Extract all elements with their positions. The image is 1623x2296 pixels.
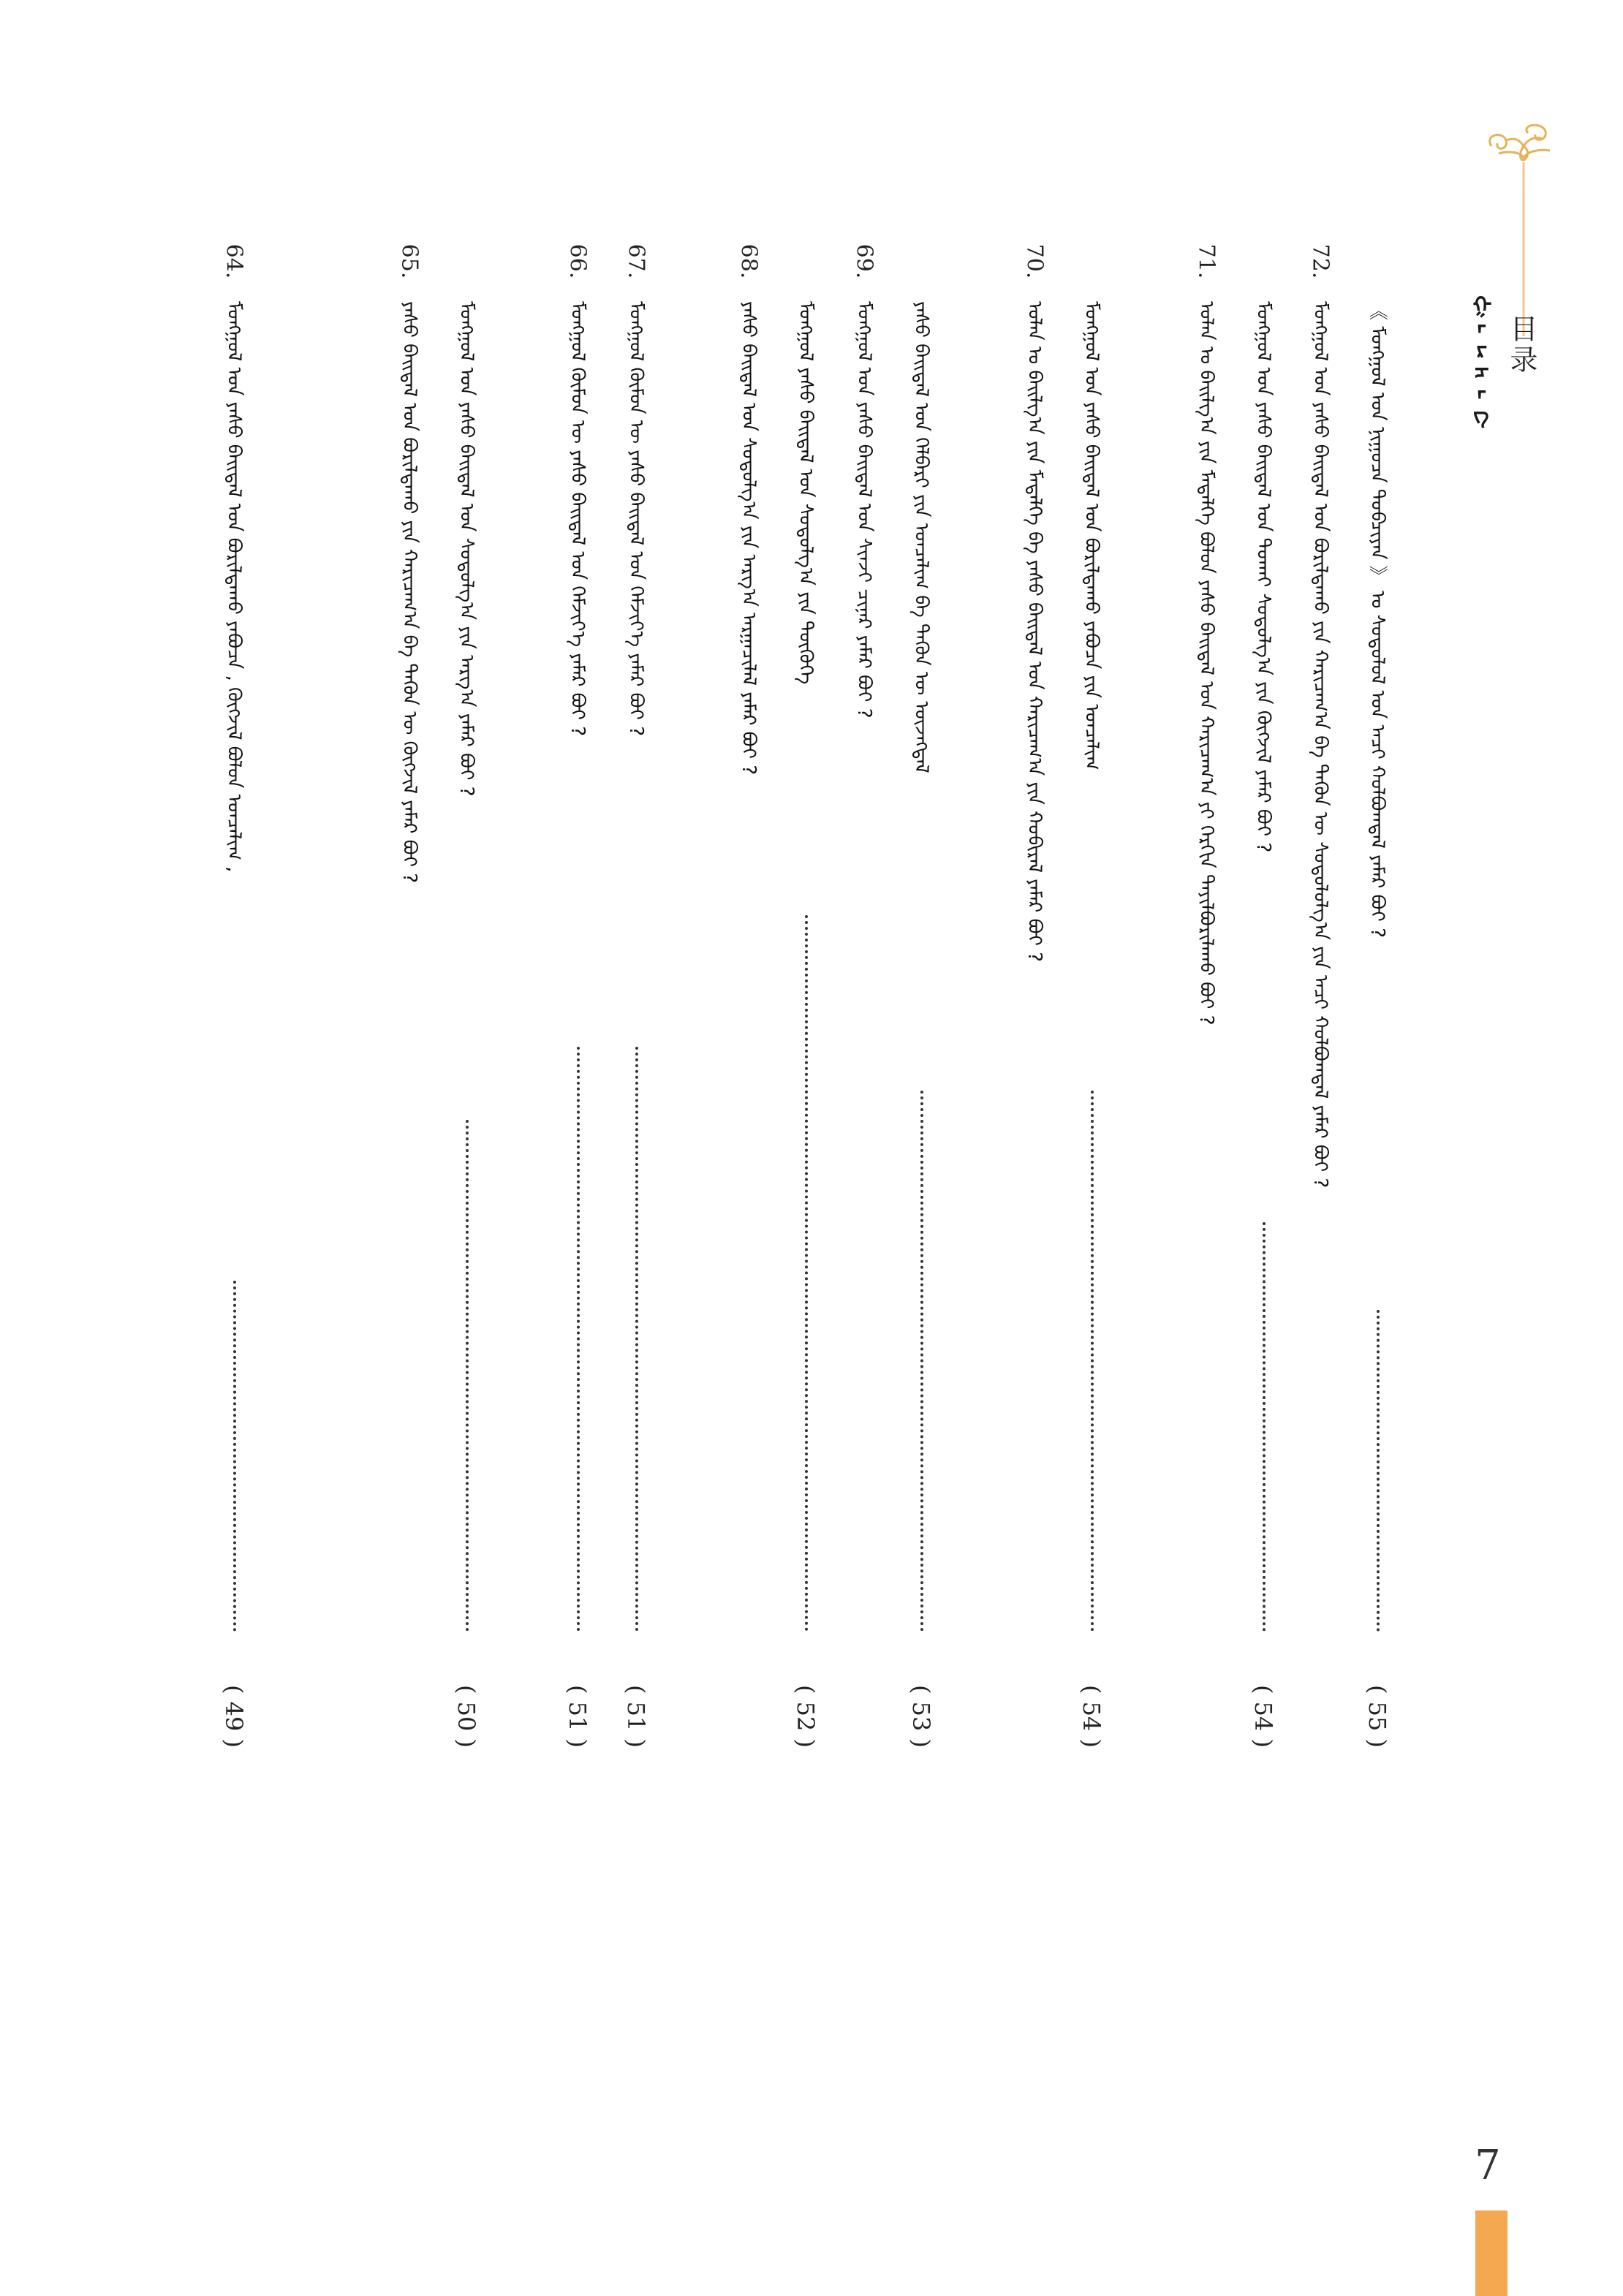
- toc-page-reference[interactable]: ( 55 ): [1363, 1684, 1391, 1748]
- toc-entry-number: 72.: [1307, 243, 1333, 279]
- toc-page-reference[interactable]: ( 51 ): [564, 1684, 591, 1748]
- toc-entry-number: 71.: [1193, 243, 1219, 279]
- toc-page-reference[interactable]: ( 51 ): [622, 1684, 650, 1748]
- toc-entry-column: [395, 235, 424, 2034]
- toc-entry-column: [1306, 235, 1335, 2034]
- toc-page-reference[interactable]: ( 50 ): [453, 1684, 480, 1748]
- toc-entry-title: ᠣᠯᠠᠨ ᠤ ᠪᠠᠢᠯᠭ᠎ᠠ ᠶᠢᠨ ᠮᠡᠳᠡᠯᠭᠡ ᠪᠠ ᠶᠠᠰᠤ ᠪᠠᠢᠳᠠᠯ ᠤᠨ ᠬᠠᠷᠢᠴᠠᠭ᠎ᠠ ᠶᠢᠨ ᠬᠤᠪᠢᠷᠠᠯ ᠶᠠᠮᠠᠷ ᠪᠤᠢ ?: [1024, 301, 1045, 962]
- toc-page-reference[interactable]: ( 54 ): [1249, 1684, 1277, 1748]
- toc-leader-dots: [1263, 1222, 1266, 1632]
- decorative-ornament: [1477, 117, 1565, 336]
- toc-entry-title: ᠮᠣᠩᠭᠣᠯ ᠤᠨ ᠶᠠᠰᠤ ᠪᠠᠢᠳᠠᠯ ᠤᠨ ᠲᠤᠬᠠᠢ ᠰᠤᠳᠤᠯᠭ᠎ᠠ ᠶᠢᠨ ᠬᠥᠭᠵᠢᠯ ᠶᠠᠮᠠᠷ ᠪᠤᠢ ?: [1252, 301, 1274, 853]
- toc-entry-number: 70.: [1021, 243, 1048, 279]
- toc-entry-number: 64.: [221, 243, 247, 279]
- page-header-title: 目录: [1505, 314, 1537, 376]
- toc-entry-column: [734, 235, 763, 2034]
- toc-entry-title: ᠶᠠᠰᠤ ᠪᠠᠢᠳᠠᠯ ᠤᠨ ᠬᠡᠯᠪᠡᠷᠢ ᠶᠢᠨ ᠤᠨᠴᠠᠯᠢᠭ ᠪᠠ ᠲᠡᠭᠦᠨ ᠦ ᠦᠵᠡᠭᠳᠡᠯ: [910, 301, 932, 773]
- toc-leader-dots: [805, 915, 808, 1632]
- toc-entry-column: [1363, 235, 1392, 2034]
- toc-page-reference[interactable]: ( 49 ): [220, 1684, 248, 1748]
- toc-entry-column: [452, 235, 481, 2034]
- toc-entry-title: ᠮᠣᠩᠭᠣᠯ ᠶᠠᠰᠤ ᠪᠠᠢᠳᠠᠯ ᠤᠨ ᠰᠤᠳᠤᠯᠭ᠎ᠠ ᠶᠢᠨ ᠲᠦᠭᠦᠬᠡ: [795, 301, 817, 685]
- toc-entry-title: ᠶᠠᠰᠤ ᠪᠠᠢᠳᠠᠯ ᠤᠨ ᠪᠤᠷᠢᠯᠳᠠᠬᠤ ᠶᠢᠨ ᠬᠠᠷᠢᠴᠠᠭ᠎ᠠ ᠪᠠ ᠲᠡᠭᠦᠨ ᠦ ᠬᠥᠭᠵᠢᠯ ᠶᠠᠮᠠᠷ ᠪᠤᠢ ?: [398, 301, 420, 884]
- toc-leader-dots: [466, 1120, 469, 1632]
- toc-entry-title: ᠮᠣᠩᠭᠣᠯ ᠤᠨ ᠶᠠᠰᠤ ᠪᠠᠢᠳᠠᠯ ᠤᠨ ᠪᠤᠷᠢᠯᠳᠠᠬᠤ ᠶᠠᠪᠤᠴᠠ ᠶᠢᠨ ᠤᠨᠴᠠᠯᠢᠭ: [1081, 301, 1102, 770]
- toc-entry-number: 66.: [564, 243, 591, 279]
- toc-entry-number: 69.: [851, 243, 877, 279]
- page-tab-accent: [1475, 2210, 1507, 2296]
- toc-entry-title: ᠮᠣᠩᠭᠣᠯ ᠤᠨ ᠶᠠᠰᠤ ᠪᠠᠢᠳᠠᠯ ᠤᠨ ᠪᠤᠷᠢᠯᠳᠠᠬᠤ ᠶᠢᠨ ᠬᠠᠷᠢᠴᠠᠭ᠎ᠠ ᠪᠠ ᠲᠡᠭᠦᠨ ᠦ ᠰᠤᠳᠤᠯᠤᠯᠭ᠎ᠠ ᠶᠢᠨ ᠠᠴᠢ ᠬᠤᠯᠪᠤᠭᠳᠠᠯ ᠶᠠᠮᠠᠷ ᠪᠤᠢ ?: [1309, 301, 1331, 1189]
- toc-leader-dots: [635, 1047, 638, 1632]
- toc-entry-title: ᠮᠣᠩᠭᠣᠯ ᠤᠨ ᠶᠠᠰᠤ ᠪᠠᠢᠳᠠᠯ ᠤᠨ ᠪᠤᠷᠢᠯᠳᠠᠬᠤ ᠶᠠᠪᠤᠴᠠ , ᠬᠥᠭᠵᠢᠯ ᠪᠤᠯᠤᠨ ᠣᠨᠴᠠᠯᠢᠭ ,: [223, 301, 245, 873]
- toc-page-reference[interactable]: ( 52 ): [792, 1684, 820, 1748]
- toc-entry-column: [850, 235, 879, 2034]
- toc-entry-number: 68.: [735, 243, 762, 279]
- toc-entry-title: ᠮᠣᠩᠭᠣᠯ ᠬᠦᠮᠦᠨ ᠦ ᠶᠠᠰᠤ ᠪᠠᠢᠳᠠᠯ ᠤᠨ ᠬᠡᠮᠵᠢᠶ᠎ᠡ ᠶᠠᠮᠠᠷ ᠪᠤᠢ ?: [567, 301, 589, 737]
- toc-entry-column: [1077, 235, 1106, 2034]
- toc-entry-column: [1020, 235, 1049, 2034]
- toc-entry-title: ᠣᠯᠠᠨ ᠤ ᠪᠠᠢᠯᠭ᠎ᠠ ᠶᠢᠨ ᠮᠡᠳᠡᠯᠭᠡ ᠪᠤᠯᠤᠨ ᠶᠠᠰᠤ ᠪᠠᠢᠳᠠᠯ ᠤᠨ ᠬᠠᠷᠢᠴᠠᠭ᠎ᠠ ᠶᠢ ᠬᠡᠷᠬᠢᠨ ᠲᠠᠶᠢᠯᠪᠤᠷᠢᠯᠠᠬᠤ ᠪᠤᠢ ?: [1195, 301, 1217, 1026]
- toc-entry-title: ᠶᠠᠰᠤ ᠪᠠᠢᠳᠠᠯ ᠤᠨ ᠰᠤᠳᠤᠯᠭ᠎ᠠ ᠶᠢᠨ ᠠᠷᠭ᠎ᠠ ᠠᠷᠭᠠᠴᠢᠯᠠᠯ ᠶᠠᠮᠠᠷ ᠪᠤᠢ ?: [738, 301, 760, 776]
- toc-page-reference[interactable]: ( 54 ): [1078, 1684, 1105, 1748]
- toc-leader-dots: [1091, 1091, 1094, 1632]
- toc-leader-dots: [920, 1091, 923, 1632]
- toc-leader-dots: [577, 1047, 580, 1632]
- toc-entry-number: 67.: [623, 243, 649, 279]
- toc-entry-column: [219, 235, 249, 2034]
- toc-entry-column: [563, 235, 592, 2034]
- toc-entry-title: ᠮᠣᠩᠭᠣᠯ ᠬᠦᠮᠦᠨ ᠦ ᠶᠠᠰᠤ ᠪᠠᠢᠳᠠᠯ ᠤᠨ ᠬᠡᠮᠵᠢᠶ᠎ᠡ ᠶᠠᠮᠠᠷ ᠪᠤᠢ ?: [625, 301, 647, 737]
- toc-entry-column: [791, 235, 820, 2034]
- toc-entry-title: ᠮᠣᠩᠭᠣᠯ ᠤᠨ ᠶᠠᠰᠤ ᠪᠠᠢᠳᠠᠯ ᠤᠨ ᠰᠤᠳᠤᠯᠭ᠎ᠠ ᠶᠢᠨ ᠠᠷᠭ᠎ᠠ ᠶᠠᠮᠠᠷ ᠪᠤᠢ ?: [455, 301, 477, 797]
- toc-entry-number: 65.: [396, 243, 423, 279]
- toc-entry-column: [907, 235, 936, 2034]
- toc-leader-dots: [233, 1281, 236, 1632]
- toc-leader-dots: [1377, 1310, 1380, 1632]
- toc-entry-column: [1192, 235, 1221, 2034]
- toc-entry-column: [621, 235, 651, 2034]
- toc-entry-title: 《 ᠮᠣᠩᠭᠣᠯ ᠤᠨ ᠨᠢᠭᠤᠴᠠ ᠲᠣᠪᠴᠢᠶᠠᠨ 》 ᠤ ᠰᠤᠳᠤᠯᠤᠯ ᠤᠨ ᠠᠴᠢ ᠬᠣᠯᠪᠣᠭᠳᠠᠯ ᠶᠠᠮᠠᠷ ᠪᠤᠢ ?: [1366, 301, 1388, 938]
- toc-entry-title: ᠮᠣᠩᠭᠣᠯ ᠤᠨ ᠶᠠᠰᠤ ᠪᠠᠢᠳᠠᠯ ᠤᠨ ᠰᠢᠨᠵᠢ ᠴᠢᠨᠠᠷ ᠶᠠᠮᠠᠷ ᠪᠤᠢ ?: [853, 301, 875, 719]
- toc-page-reference[interactable]: ( 53 ): [907, 1684, 935, 1748]
- page-number: 7: [1475, 2142, 1501, 2189]
- header-mongolian-label: ᠭᠠᠷᠴᠠᠭ: [1463, 292, 1488, 424]
- toc-entry-column: [1249, 235, 1278, 2034]
